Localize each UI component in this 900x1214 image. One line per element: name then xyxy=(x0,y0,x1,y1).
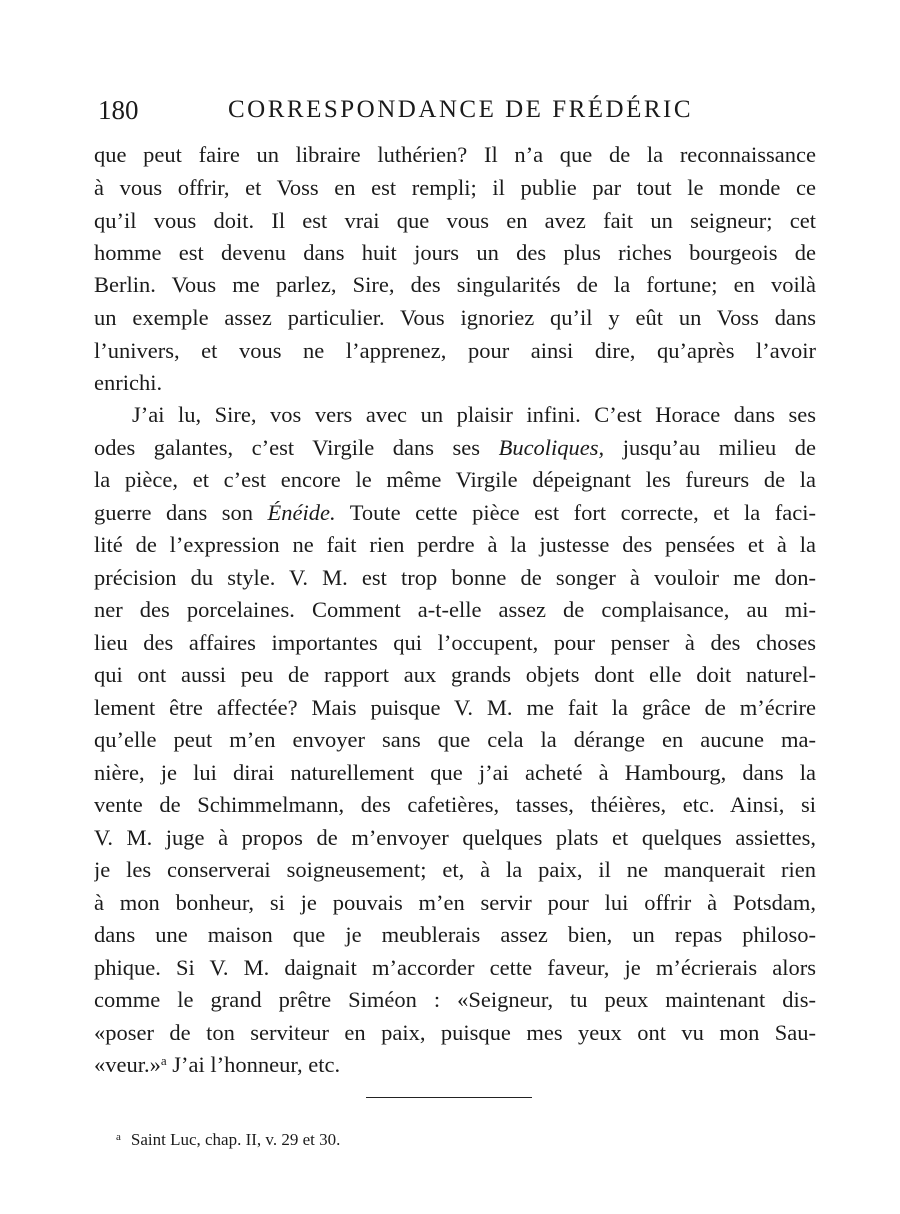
work-title: Bucoliques, xyxy=(498,435,605,460)
text-segment: jusqu’au milieu de xyxy=(604,435,816,460)
text-line: V. M. juge à propos de m’envoyer quelques plats et quelques assiettes, xyxy=(94,825,816,850)
text-line: je les conserverai soigneusement; et, à la paix, il ne manquerait rien xyxy=(94,857,816,882)
text-line: à vous offrir, et Voss en est rempli; il publie par tout le monde ce xyxy=(94,175,816,200)
text-segment: Toute cette pièce est fort correcte, et la faci- xyxy=(335,500,816,525)
text-line: qui ont aussi peu de rapport aux grands objets dont elle doit naturel- xyxy=(94,662,816,687)
text-line: qu’elle peut m’en envoyer sans que cela la dérange en aucune ma- xyxy=(94,727,816,752)
text-segment: J’ai l’honneur, etc. xyxy=(166,1052,341,1077)
work-title: Énéide. xyxy=(267,500,336,525)
text-line: J’ai lu, Sire, vos vers avec un plaisir infini. C’est Horace dans ses xyxy=(132,402,816,427)
text-line: comme le grand prêtre Siméon : «Seigneur, tu peux maintenant dis- xyxy=(94,987,816,1012)
text-line: Berlin. Vous me parlez, Sire, des singularités de la fortune; en voilà xyxy=(94,272,816,297)
page-header xyxy=(98,90,818,130)
footnote-reference: a xyxy=(160,1053,167,1068)
text-line xyxy=(94,496,816,529)
text-line: enrichi. xyxy=(94,370,163,395)
footnote-separator xyxy=(366,1097,532,1098)
text-line: vente de Schimmelmann, des cafetières, tasses, théières, etc. Ainsi, si xyxy=(94,792,816,817)
text-line: lement être affectée? Mais puisque V. M. me fait la grâce de m’écrire xyxy=(94,695,816,720)
text-line: homme est devenu dans huit jours un des plus riches bourgeois de xyxy=(94,240,816,265)
text-line: que peut faire un libraire luthérien? Il n’a que de la reconnaissance xyxy=(94,142,816,167)
text-line xyxy=(94,1048,816,1081)
footnote-marker: a xyxy=(116,1131,121,1143)
text-line: «poser de ton serviteur en paix, puisque mes yeux ont vu mon Sau- xyxy=(94,1020,816,1045)
running-title: CORRESPONDANCE DE FRÉDÉRIC xyxy=(228,96,694,123)
text-line: précision du style. V. M. est trop bonne de songer à vouloir me don- xyxy=(94,565,816,590)
text-line: un exemple assez particulier. Vous ignoriez qu’il y eût un Voss dans xyxy=(94,305,816,330)
page-number: 180 xyxy=(98,95,139,125)
text-line: dans une maison que je meublerais assez bien, un repas philoso- xyxy=(94,922,816,947)
text-line: qu’il vous doit. Il est vrai que vous en avez fait un seigneur; cet xyxy=(94,208,816,233)
footnote-text: Saint Luc, chap. II, v. 29 et 30. xyxy=(130,1130,341,1149)
text-segment: «veur.» xyxy=(94,1052,161,1077)
text-line: l’univers, et vous ne l’apprenez, pour ainsi dire, qu’après l’avoir xyxy=(94,338,816,363)
text-line: lieu des affaires importantes qui l’occupent, pour penser à des choses xyxy=(94,630,816,655)
text-line: la pièce, et c’est encore le même Virgile dépeignant les fureurs de la xyxy=(94,467,816,492)
text-line: nière, je lui dirai naturellement que j’ai acheté à Hambourg, dans la xyxy=(94,760,816,785)
footnote xyxy=(116,1125,340,1152)
text-segment: guerre dans son xyxy=(94,500,268,525)
text-line: phique. Si V. M. daignait m’accorder cette faveur, je m’écrierais alors xyxy=(94,955,816,980)
text-segment: odes galantes, c’est Virgile dans ses xyxy=(94,435,499,460)
text-line: à mon bonheur, si je pouvais m’en servir pour lui offrir à Potsdam, xyxy=(94,890,816,915)
text-line xyxy=(94,431,816,464)
text-line: lité de l’expression ne fait rien perdre à la justesse des pensées et à la xyxy=(94,532,816,557)
text-line: ner des porcelaines. Comment a-t-elle assez de complaisance, au mi- xyxy=(94,597,816,622)
